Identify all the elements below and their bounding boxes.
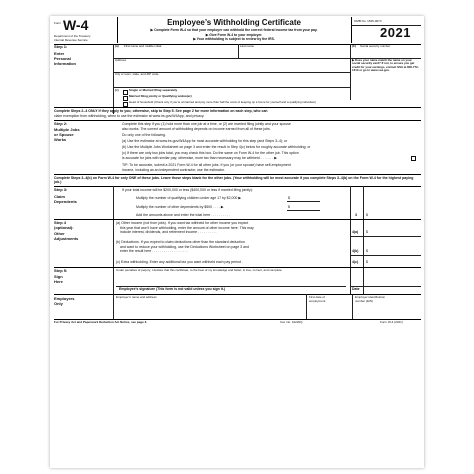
step4b-line-3: enter the result here . . . . . . . . . . . . . . . . . . .: [120, 249, 189, 253]
ssn-field[interactable]: [352, 49, 420, 57]
ein-column-rule: [352, 294, 353, 319]
footer-form-id: Form W-4 (2021): [380, 320, 403, 324]
step4-label: Step 4: [54, 220, 67, 225]
step4-sub-3: Adjustments: [54, 236, 79, 241]
employers-label-2: Only: [54, 301, 63, 306]
option-married-label: Married filing jointly or Qualifying widow(er): [129, 94, 192, 98]
step1-c-label: (c): [115, 88, 119, 92]
step3-dollar-1: $: [288, 196, 290, 200]
single-checkbox[interactable]: [123, 90, 128, 95]
step2-tip-line-1: TIP: To be accurate, submit a 2021 Form W-4 for all other jobs. If you (or your spouse) have self-employment: [122, 163, 291, 167]
employer-name-address-label: Employer’s name and address: [116, 295, 157, 299]
step3-bottom-rule: [54, 219, 421, 220]
ssn-label: Social security number: [360, 44, 391, 48]
step4b-line-2: and want to reduce your withholding, use the Deductions Worksheet on page 3 and: [120, 244, 249, 249]
step5-sub-1: Sign: [54, 274, 63, 279]
extra-withholding-field[interactable]: [370, 259, 420, 265]
step4c-dollar: $: [366, 260, 368, 264]
step1-b-label: (b): [352, 44, 356, 48]
step4b-box: 4(b): [352, 249, 359, 253]
last-name-field[interactable]: [240, 49, 348, 57]
instruction-1: ▶ Complete Form W-4 so that your employer can withhold the correct federal income tax from your pay.: [150, 28, 318, 32]
first-date-label-2: employment: [309, 298, 326, 303]
step2-paragraph-2: also works. The correct amount of withholding depends on income earned from all of these jobs.: [122, 126, 271, 131]
signature-date-field[interactable]: [350, 274, 420, 285]
ein-label-2: number (EIN): [355, 298, 374, 303]
steps-3-4-column-rule: [113, 186, 114, 294]
option-hoh-label: Head of household (Check only if you’re unmarried and pay more than half the costs of keeping up a home for yourself and a qualifying individual.): [129, 100, 317, 104]
step3-dollar-total: $: [366, 213, 368, 217]
footer-privacy-notice: For Privacy Act and Paperwork Reduction Act Notice, see page 3.: [54, 320, 148, 324]
step4-sub-1: (optional):: [54, 225, 74, 230]
two-jobs-checkbox[interactable]: [411, 156, 416, 161]
step2-sub-1: Multiple Jobs: [54, 127, 80, 132]
step4c-box: 4(c): [352, 260, 359, 264]
instruction-3: ▶ Your withholding is subject to review by the IRS.: [193, 37, 275, 41]
instruction-2: ▶ Give Form W-4 to your employer.: [205, 32, 263, 37]
header-divider-right: [351, 17, 352, 43]
step1-column-rule: [113, 44, 114, 114]
step2-paragraph-1: Complete this step if you (1) hold more than one job at a time, or (2) are married filing jointly and your spouse: [122, 122, 291, 126]
step2-label: Step 2:: [54, 121, 68, 126]
intro-bottom-rule: [54, 120, 421, 121]
first-date-field[interactable]: [309, 304, 349, 318]
name-divider: [238, 44, 239, 58]
deductions-field[interactable]: [370, 248, 420, 254]
step3-line-1: If your total income will be $200,000 or less ($400,000 or less if married filing jointly):: [122, 188, 253, 192]
step3-amount-1-rule: [287, 201, 320, 202]
step2-sub-2: or Spouse: [54, 132, 74, 137]
agency-line-1: Department of the Treasury: [54, 34, 91, 38]
step3-line-3: Multiply the number of other dependents by $500 . . . . ▶: [136, 205, 224, 209]
date-line: [350, 286, 421, 287]
step1-a-label: (a): [115, 44, 119, 48]
step5-label: Step 5:: [54, 268, 68, 273]
ein-field[interactable]: [355, 304, 419, 318]
step2-tip-line-2: income, including as an independent contractor, use the estimator.: [122, 167, 225, 172]
step2-sub-3: Works: [54, 137, 67, 142]
step4c-line: (c) Extra withholding. Enter any additional tax you want withheld each pay period .: [116, 260, 243, 264]
step1-bottom-rule: [54, 107, 421, 108]
step3-dollar-2: $: [288, 205, 290, 209]
city-state-zip-field[interactable]: [115, 77, 347, 85]
first-date-label-1: First date of: [309, 295, 325, 299]
omb-number: OMB No. 1545-0074: [354, 19, 382, 23]
step2-option-c-line-1: (c) If there are only two jobs total, you may check this box. Do the same on Form W-4 for the other job. This option: [122, 151, 299, 155]
step2-option-a: (a) Use the estimator at www.irs.gov/W4App for most accurate withholding for this step (and Steps 3–4); or: [122, 139, 288, 143]
first-name-field[interactable]: [122, 49, 236, 57]
agency-line-2: Internal Revenue Service: [54, 37, 88, 42]
steps-3-4-note: Complete Steps 3–4(b) on Form W-4 for only ONE of these jobs. Leave those steps blank for the other jobs. (Your withholding will be most accurate if you complete Steps 3–4(b) on the Form W-4 for the highest paying job.): [54, 176, 414, 184]
employee-signature-field[interactable]: [116, 274, 342, 285]
w4-form-page: [50, 16, 424, 468]
step3-sub-1: Claim: [54, 194, 65, 199]
step1-sub-1: Enter: [54, 51, 65, 56]
step2-option-c-line-2: is accurate for jobs with similar pay; otherwise, more tax than necessary may be withheld . . . . . . . ▶: [122, 155, 278, 160]
step3-label: Step 3:: [54, 187, 68, 192]
first-date-column-rule: [306, 294, 307, 319]
step4b-dollar: $: [366, 249, 368, 253]
step2-option-b: (b) Use the Multiple Jobs Worksheet on page 3 and enter the result in Step 4(c) below for roughly accurate withholding; or: [122, 145, 311, 149]
married-jointly-checkbox[interactable]: [123, 96, 128, 101]
head-of-household-checkbox[interactable]: [123, 102, 128, 107]
date-label: Date: [352, 287, 360, 291]
ein-label-1: Employer identification: [355, 295, 386, 299]
step4a-box: 4(a): [352, 230, 359, 234]
signature-label: Employee’s signature (This form is not valid unless you sign it.): [119, 287, 226, 291]
city-label: City or town, state, and ZIP code: [115, 72, 159, 76]
step1-sub-3: Information: [54, 61, 76, 66]
step4a-line-2: this year that won’t have withholding, enter the amount of other income here. This may: [120, 225, 254, 230]
ssn-column-rule: [350, 44, 351, 100]
step1-sub-2: Personal: [54, 56, 71, 61]
perjury-statement: Under penalties of perjury, I declare that this certificate, to the best of my knowledge and belief, is true, correct, and complete.: [116, 268, 283, 272]
step4a-dollar: $: [366, 230, 368, 234]
step4b-line-1: (b) Deductions. If you expect to claim deductions other than the standard deduction: [116, 240, 245, 244]
step3-total-field[interactable]: [370, 212, 420, 218]
footer-cat-number: Cat. No. 10220Q: [280, 320, 303, 324]
step1-label: Step 1:: [54, 44, 68, 49]
form-title: Employee’s Withholding Certificate: [167, 18, 301, 27]
note-bottom-rule: [54, 186, 421, 187]
address-field[interactable]: [115, 63, 347, 71]
address-label: Address: [115, 58, 127, 62]
step3-line-2: Multiply the number of qualifying children under age 17 by $2,000 ▶: [136, 196, 242, 200]
step3-box-number: 3: [355, 213, 357, 217]
form-number: W-4: [63, 17, 89, 33]
step2-paragraph-3: Do only one of the following.: [122, 133, 166, 137]
step3-sub-2: Dependents: [54, 199, 77, 204]
option-single-label: Single or Married filing separately: [129, 88, 178, 92]
step5-sub-2: Here: [54, 279, 63, 284]
form-year: 2021: [380, 25, 411, 40]
step2-bottom-rule: [54, 174, 421, 175]
step4-sub-2: Other: [54, 231, 65, 236]
step4a-line-1: (a) Other income (not from jobs). If you want tax withheld for other income you expect: [116, 221, 249, 225]
employers-column-rule: [113, 294, 114, 319]
step4b-rule: [350, 255, 421, 256]
step3-amount-2-rule: [287, 210, 320, 211]
employers-label-1: Employers: [54, 296, 75, 301]
step3-line-4: Add the amounts above and enter the total here . . . . . . . . . .: [136, 213, 230, 217]
intro-line-1: Complete Steps 2–4 ONLY if they apply to you; otherwise, skip to Step 5. See page 2 for more information on each step, who can: [54, 109, 268, 113]
last-name-label: Last name: [240, 44, 255, 48]
form-label: Form: [54, 21, 61, 25]
first-name-label: First name and middle initial: [124, 44, 162, 48]
step4a-rule: [350, 236, 421, 237]
step4a-line-3: include interest, dividends, and retirement income . . . . . . . . . .: [120, 230, 217, 234]
other-income-field[interactable]: [370, 229, 420, 235]
intro-line-2: claim exemption from withholding, when to use the estimator at www.irs.gov/W4App, and privacy.: [54, 113, 205, 118]
employer-name-address-field[interactable]: [116, 300, 304, 318]
name-match-note: ▶ Does your name match the name on your social security card? If not, to ensure you get credit for your earnings, contact SSA at 800-772-1213 or go to www.ssa.gov.: [352, 58, 419, 72]
